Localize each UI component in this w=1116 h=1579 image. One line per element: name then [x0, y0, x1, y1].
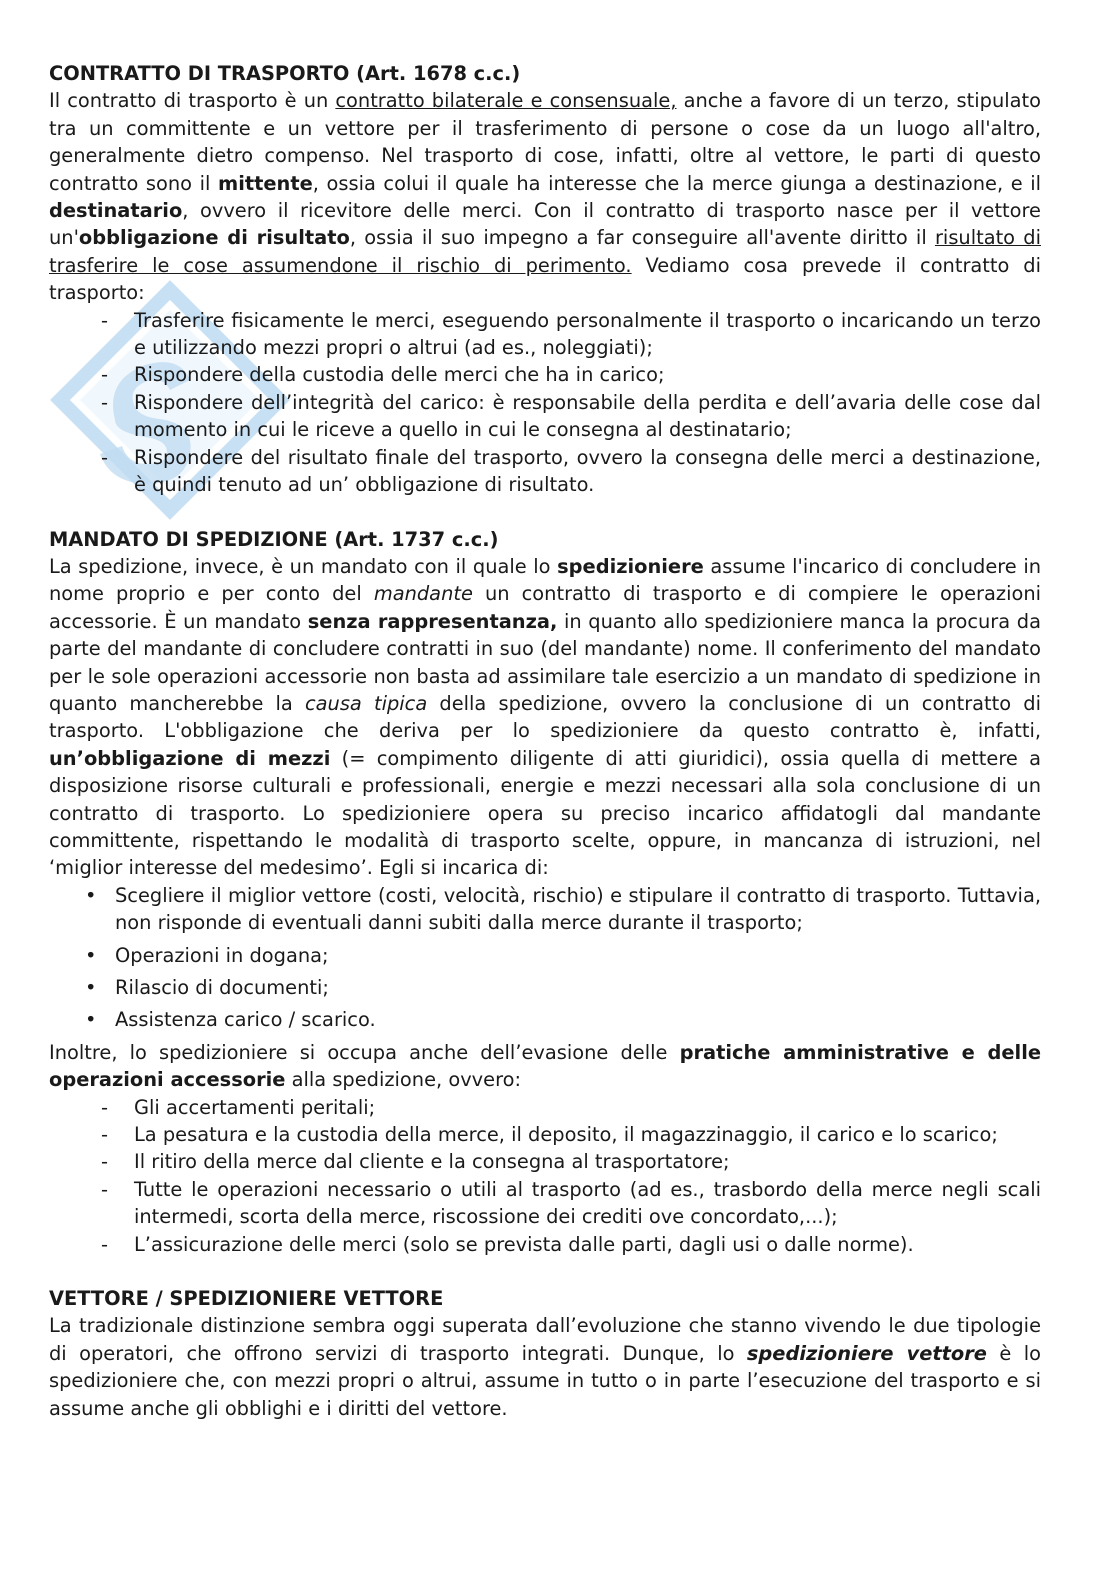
section-title-mandato: MANDATO DI SPEDIZIONE (Art. 1737 c.c.): [49, 527, 499, 551]
paragraph-contratto: Il contratto di trasporto è un contratto bilaterale e consensuale, anche a favore di un terzo, stipulato tra un committente e un vettore per il trasferimento di persone o cose da un luogo all'altro, generalmente dietro compenso. Nel trasporto di cose, infatti, oltre al vettore, le parti di questo contratto sono il mittente, ossia colui il quale ha interesse che la merce giunga a destinazione, e il destinatario, ovvero il ricevitore delle merci. Con il contratto di trasporto nasce per il vettore un'obbligazione di risultato, ossia il suo impegno a far conseguire all'avente diritto il risultato di trasferire le cose assumendone il rischio di perimento. Vediamo cosa prevede il contratto di trasporto:: [49, 89, 1042, 305]
list-item: - Il ritiro della merce dal cliente e la consegna al trasportatore;: [49, 1148, 1041, 1175]
document-page: [49, 60, 1041, 1422]
list-item: - Tutte le operazioni necessario o utili al trasporto (ad es., trasbordo della merce negli scali intermedi, scorta della merce, riscossione dei crediti ove concordato,...);: [49, 1176, 1041, 1231]
list-item: • Scegliere il miglior vettore (costi, velocità, rischio) e stipulare il contratto di trasporto. Tuttavia, non risponde di eventuali danni subiti dalla merce durante il trasporto;: [49, 882, 1041, 937]
list-item: - L’assicurazione delle merci (solo se prevista dalle parti, dagli usi o dalle norme).: [49, 1231, 1041, 1258]
list-item: - La pesatura e la custodia della merce, il deposito, il magazzinaggio, il carico e lo scarico;: [49, 1121, 1041, 1148]
list-item: • Operazioni in dogana;: [49, 942, 1041, 969]
paragraph-pratiche: Inoltre, lo spedizioniere si occupa anche dell’evasione delle pratiche amministrative e delle operazioni accessorie alla spedizione, ovvero:: [49, 1040, 1041, 1092]
list-item: • Rilascio di documenti;: [49, 974, 1041, 1001]
list-operazioni: [49, 1094, 1041, 1258]
list-item: - Rispondere del risultato finale del trasporto, ovvero la consegna delle merci a destinazione, è quindi tenuto ad un’ obbligazione di risultato.: [49, 444, 1041, 499]
section-title-contratto: CONTRATTO DI TRASPORTO (Art. 1678 c.c.): [49, 62, 521, 85]
list-item: - Rispondere della custodia delle merci che ha in carico;: [49, 361, 1041, 388]
list-item: - Trasferire fisicamente le merci, eseguendo personalmente il trasporto o incaricando un terzo e utilizzando mezzi propri o altrui (ad es., noleggiati);: [49, 307, 1041, 362]
list-item: - Gli accertamenti peritali;: [49, 1094, 1041, 1121]
paragraph-mandato: La spedizione, invece, è un mandato con il quale lo spedizioniere assume l'incarico di concludere in nome proprio e per conto del mandante un contratto di trasporto e di compiere le operazioni accessorie. È un mandato senza rappresentanza, in quanto allo spedizioniere manca la procura da parte del mandante di concludere contratti in suo (del mandante) nome. Il conferimento del mandato per le sole operazioni accessorie non basta ad assimilare tale esercizio a un mandato di spedizione in quanto mancherebbe la causa tipica della spedizione, ovvero la conclusione di un contratto di trasporto. L'obbligazione che deriva per lo spedizioniere da questo contratto è, infatti, un’obbligazione di mezzi (= compimento diligente di atti giuridici), ossia quella di mettere a disposizione risorse culturali e professionali, energie e mezzi necessari alla sola conclusione di un contratto di trasporto. Lo spedizioniere opera su preciso incarico affidatogli dal mandante committente, rispettando le modalità di trasporto scelte, oppure, in mancanza di istruzioni, nel ‘miglior interesse del medesimo’. Egli si incarica di:: [49, 554, 1042, 880]
paragraph-vettore: La tradizionale distinzione sembra oggi superata dall’evoluzione che stanno vivendo le due tipologie di operatori, che offrono servizi di trasporto integrati. Dunque, lo spedizioniere vettore è lo spedizioniere che, con mezzi propri o altrui, assume in tutto o in parte l’esecuzione del trasporto e si assume anche gli obblighi e i diritti del vettore.: [49, 1314, 1041, 1420]
list-contratto: [49, 307, 1041, 499]
list-item: • Assistenza carico / scarico.: [49, 1006, 1041, 1033]
section-title-vettore: VETTORE / SPEDIZIONIERE VETTORE: [49, 1287, 444, 1311]
list-item: - Rispondere dell’integrità del carico: è responsabile della perdita e dell’avaria delle cose dal momento in cui le riceve a quello in cui le consegna al destinatario;: [49, 389, 1041, 444]
bullet-list-mandato: [49, 882, 1041, 1034]
